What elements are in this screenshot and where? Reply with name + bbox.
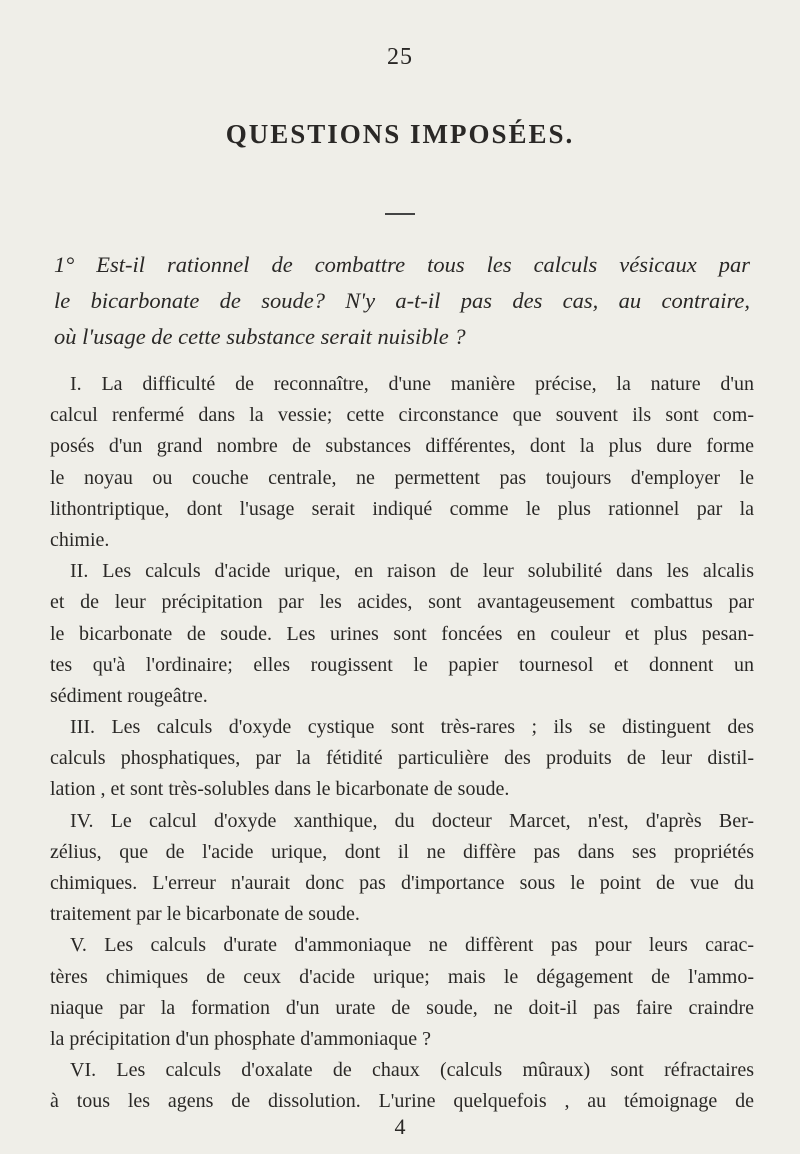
paragraph-line: V. Les calculs d'urate d'ammoniaque ne diffèrent pas pour leurs carac- bbox=[70, 934, 754, 957]
paragraph-line: tes qu'à l'ordinaire; elles rougissent le papier tournesol et donnent un bbox=[50, 653, 754, 676]
paragraph-line: lithontriptique, dont l'usage serait indiqué comme le plus rationnel par la bbox=[50, 497, 754, 520]
paragraph-line: sédiment rougeâtre. bbox=[50, 684, 208, 707]
question-line: où l'usage de cette substance serait nuisible ? bbox=[54, 324, 466, 349]
paragraph-line: IV. Le calcul d'oxyde xanthique, du docteur Marcet, n'est, d'après Ber- bbox=[70, 809, 754, 832]
paragraph-line: et de leur précipitation par les acides, sont avantageusement combattus par bbox=[50, 591, 754, 614]
paragraph-line: tères chimiques de ceux d'acide urique; mais le dégagement de l'ammo- bbox=[50, 965, 754, 988]
paragraph-line: zélius, que de l'acide urique, dont il ne diffère pas dans ses propriétés bbox=[50, 840, 754, 863]
body-text bbox=[50, 369, 754, 1118]
paragraph-line: le noyau ou couche centrale, ne permettent pas toujours d'employer le bbox=[50, 466, 754, 489]
paragraph-line: posés d'un grand nombre de substances différentes, dont la plus dure forme bbox=[50, 435, 754, 458]
page-number: 25 bbox=[387, 44, 413, 70]
question-line: 1° Est-il rationnel de combattre tous les calculs vésicaux par bbox=[54, 252, 750, 277]
question-block bbox=[54, 247, 750, 355]
heading-divider bbox=[385, 213, 415, 215]
paragraph-line: traitement par le bicarbonate de soude. bbox=[50, 903, 360, 926]
paragraph-line: chimie. bbox=[50, 528, 110, 551]
paragraph-line: chimiques. L'erreur n'aurait donc pas d'importance sous le point de vue du bbox=[50, 872, 754, 894]
paragraph-line: calcul renfermé dans la vessie; cette circonstance que souvent ils sont com- bbox=[50, 404, 754, 427]
paragraph-line: III. Les calculs d'oxyde cystique sont très-rares ; ils se distinguent des bbox=[70, 716, 754, 739]
paragraph-line: VI. Les calculs d'oxalate de chaux (calculs mûraux) sont réfractaires bbox=[70, 1059, 754, 1082]
paragraph-line: II. Les calculs d'acide urique, en raison de leur solubilité dans les alcalis bbox=[70, 560, 754, 583]
paragraph-line: à tous les agens de dissolution. L'urine quelquefois , au témoignage de bbox=[50, 1090, 754, 1113]
paragraph-line: lation , et sont très-solubles dans le bicarbonate de soude. bbox=[50, 778, 510, 801]
paragraph-line: la précipitation d'un phosphate d'ammoniaque ? bbox=[50, 1027, 431, 1050]
paragraph-line: calculs phosphatiques, par la fétidité particulière des produits de leur distil- bbox=[50, 747, 754, 770]
paragraph-line: niaque par la formation d'un urate de soude, ne doit-il pas faire craindre bbox=[50, 996, 754, 1019]
question-line: le bicarbonate de soude? N'y a-t-il pas des cas, au contraire, bbox=[54, 288, 750, 313]
paragraph-line: I. La difficulté de reconnaître, d'une manière précise, la nature d'un bbox=[70, 373, 754, 395]
section-heading: QUESTIONS IMPOSÉES. bbox=[225, 119, 575, 149]
signature-mark: 4 bbox=[394, 1114, 406, 1139]
paragraph-line: le bicarbonate de soude. Les urines sont foncées en couleur et plus pesan- bbox=[50, 622, 754, 645]
